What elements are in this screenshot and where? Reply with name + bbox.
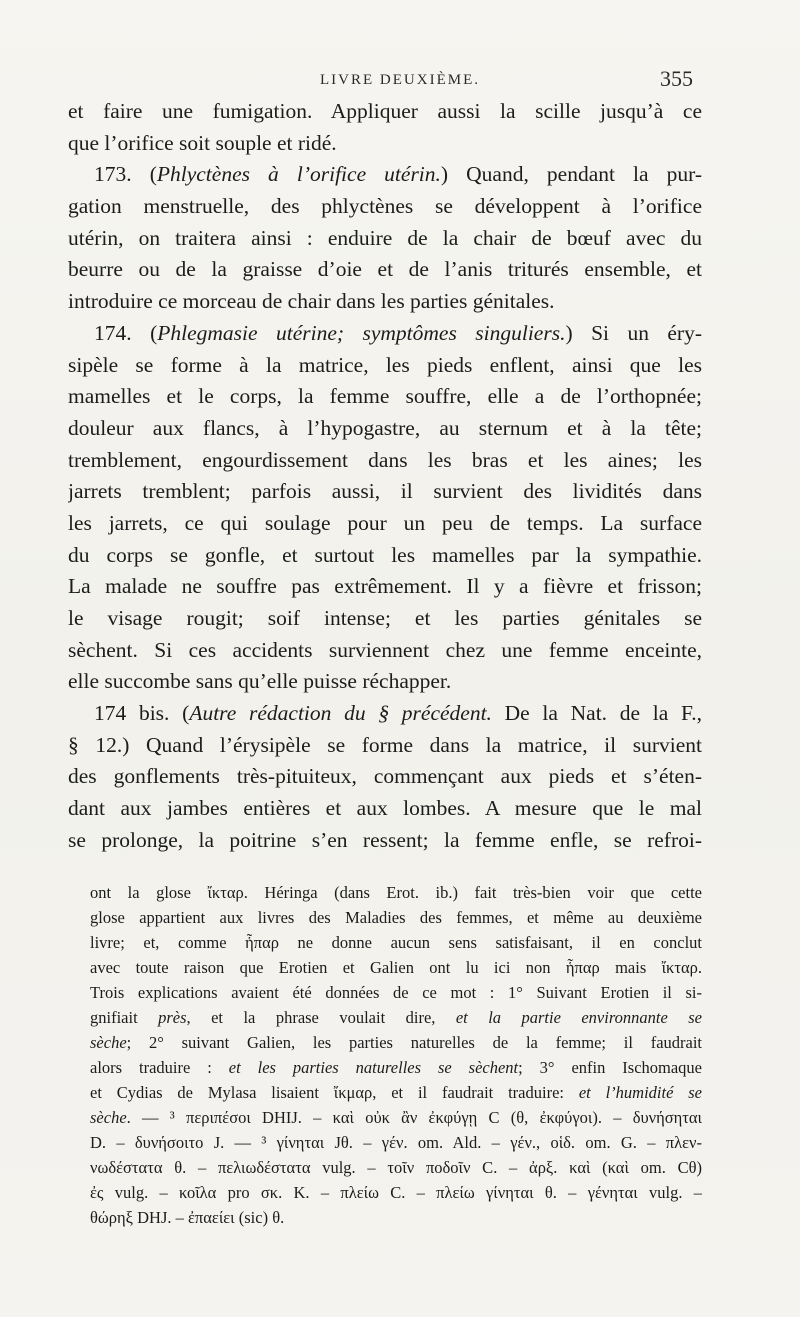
text-line: les jarrets, ce qui soulage pour un peu de temps. La surface [68, 510, 702, 535]
running-title: LIVRE DEUXIÈME. [320, 72, 480, 88]
footnote-line: et Cydias de Mylasa lisaient ἴκμαρ, et il faudrait traduire: et l’humidité se [90, 1083, 702, 1102]
text-line: La malade ne souffre pas extrêmement. Il y a fièvre et frisson; [68, 574, 702, 599]
footnote-line: alors traduire : et les parties naturelles se sèchent; 3° enfin Ischomaque [90, 1058, 702, 1077]
footnote-line: livre; et, comme ἧπαρ ne donne aucun sens satisfaisant, il en conclut [90, 933, 702, 952]
section-title: Phlyctènes à l’orifice utérin. [156, 162, 441, 187]
text-line: beurre ou de la graisse d’oie et de l’anis triturés ensemble, et [68, 257, 702, 282]
footnote-line: sèche. — ³ περιπέσοι DHIJ. – καὶ οὐκ ἂν ἐκφύγῃ C (θ, ἐκφύγοι). – δυνήσηται [90, 1108, 702, 1127]
text-line: gation menstruelle, des phlyctènes se développent à l’orifice [68, 194, 702, 219]
page-header [0, 64, 800, 94]
footnote-line: Trois explications avaient été données de ce mot : 1° Suivant Erotien il si- [90, 983, 702, 1002]
text-line: douleur aux flancs, à l’hypogastre, au sternum et à la tête; [68, 415, 702, 440]
footnote-line: νωδέστατα θ. – πελιωδέστατα vulg. – τοῖν ποδοῖν C. – ἀρξ. καὶ (καὶ om. Cθ) [90, 1158, 702, 1177]
section-173-heading: 173. (Phlyctènes à l’orifice utérin.) Quand, pendant la pur- [94, 162, 702, 187]
text-line: des gonflements très-pituiteux, commençant aux pieds et s’éten- [68, 764, 702, 789]
text-line: sipèle se forme à la matrice, les pieds enflent, ainsi que les [68, 352, 702, 377]
main-text [68, 96, 702, 857]
text-line: tremblement, engourdissement dans les bras et les aines; les [68, 447, 702, 472]
footnote-line: D. – δυνήσοιτο J. — ³ γίνηται Jθ. – γέν. om. Ald. – γέν., οἱδ. om. G. – πλεν- [90, 1133, 702, 1152]
footnote-line: ἐς vulg. – κοῖλα pro σκ. K. – πλείω C. – πλείω γίνηται θ. – γένηται vulg. – [90, 1183, 702, 1202]
text-line: se prolonge, la poitrine s’en ressent; la femme enfle, se refroi- [68, 827, 702, 852]
footnote-line: ont la glose ἴκταρ. Héringa (dans Erot. ib.) fait très-bien voir que cette [90, 883, 702, 902]
section-174-bis-heading: 174 bis. (Autre rédaction du § précédent. De la Nat. de la F., [94, 701, 702, 726]
text-line: sèchent. Si ces accidents surviennent chez une femme enceinte, [68, 637, 702, 662]
footnote-line: avec toute raison que Erotien et Galien ont lu ici non ἧπαρ mais ἴκταρ. [90, 958, 702, 977]
text-line: et faire une fumigation. Appliquer aussi la scille jusqu’à ce [68, 99, 702, 123]
footnote-line: gnifiait près, et la phrase voulait dire, et la partie environnante se [90, 1008, 702, 1027]
section-title: Autre rédaction du § précédent. [189, 701, 492, 726]
text-line: dant aux jambes entières et aux lombes. A mesure que le mal [68, 796, 702, 821]
text-line: du corps se gonfle, et surtout les mamelles par la sympathie. [68, 542, 702, 567]
page-number: 355 [660, 66, 693, 91]
text-line: le visage rougit; soif intense; et les parties génitales se [68, 606, 702, 630]
text-line: mamelles et le corps, la femme souffre, elle a de l’orthopnée; [68, 384, 702, 409]
text-line: introduire ce morceau de chair dans les parties génitales. [68, 289, 555, 314]
text-line: elle succombe sans qu’elle puisse réchapper. [68, 669, 452, 694]
footnote-line: sèche; 2° suivant Galien, les parties naturelles de la femme; il faudrait [90, 1033, 702, 1052]
text-line: § 12.) Quand l’érysipèle se forme dans la matrice, il survient [68, 732, 702, 757]
text-line: que l’orifice soit souple et ridé. [68, 130, 337, 155]
text-line: utérin, on traitera ainsi : enduire de la chair de bœuf avec du [68, 225, 702, 250]
section-174-heading: 174. (Phlegmasie utérine; symptômes singuliers.) Si un éry- [94, 320, 702, 345]
footnote-line: θώρηξ DHJ. – ἐπαείει (sic) θ. [90, 1208, 285, 1227]
section-title: Phlegmasie utérine; symptômes singuliers. [157, 320, 566, 345]
footnote-line: glose appartient aux livres des Maladies des femmes, et même au deuxième [90, 908, 702, 927]
footnotes [90, 880, 702, 1230]
text-line: jarrets tremblent; parfois aussi, il survient des lividités dans [68, 479, 702, 504]
